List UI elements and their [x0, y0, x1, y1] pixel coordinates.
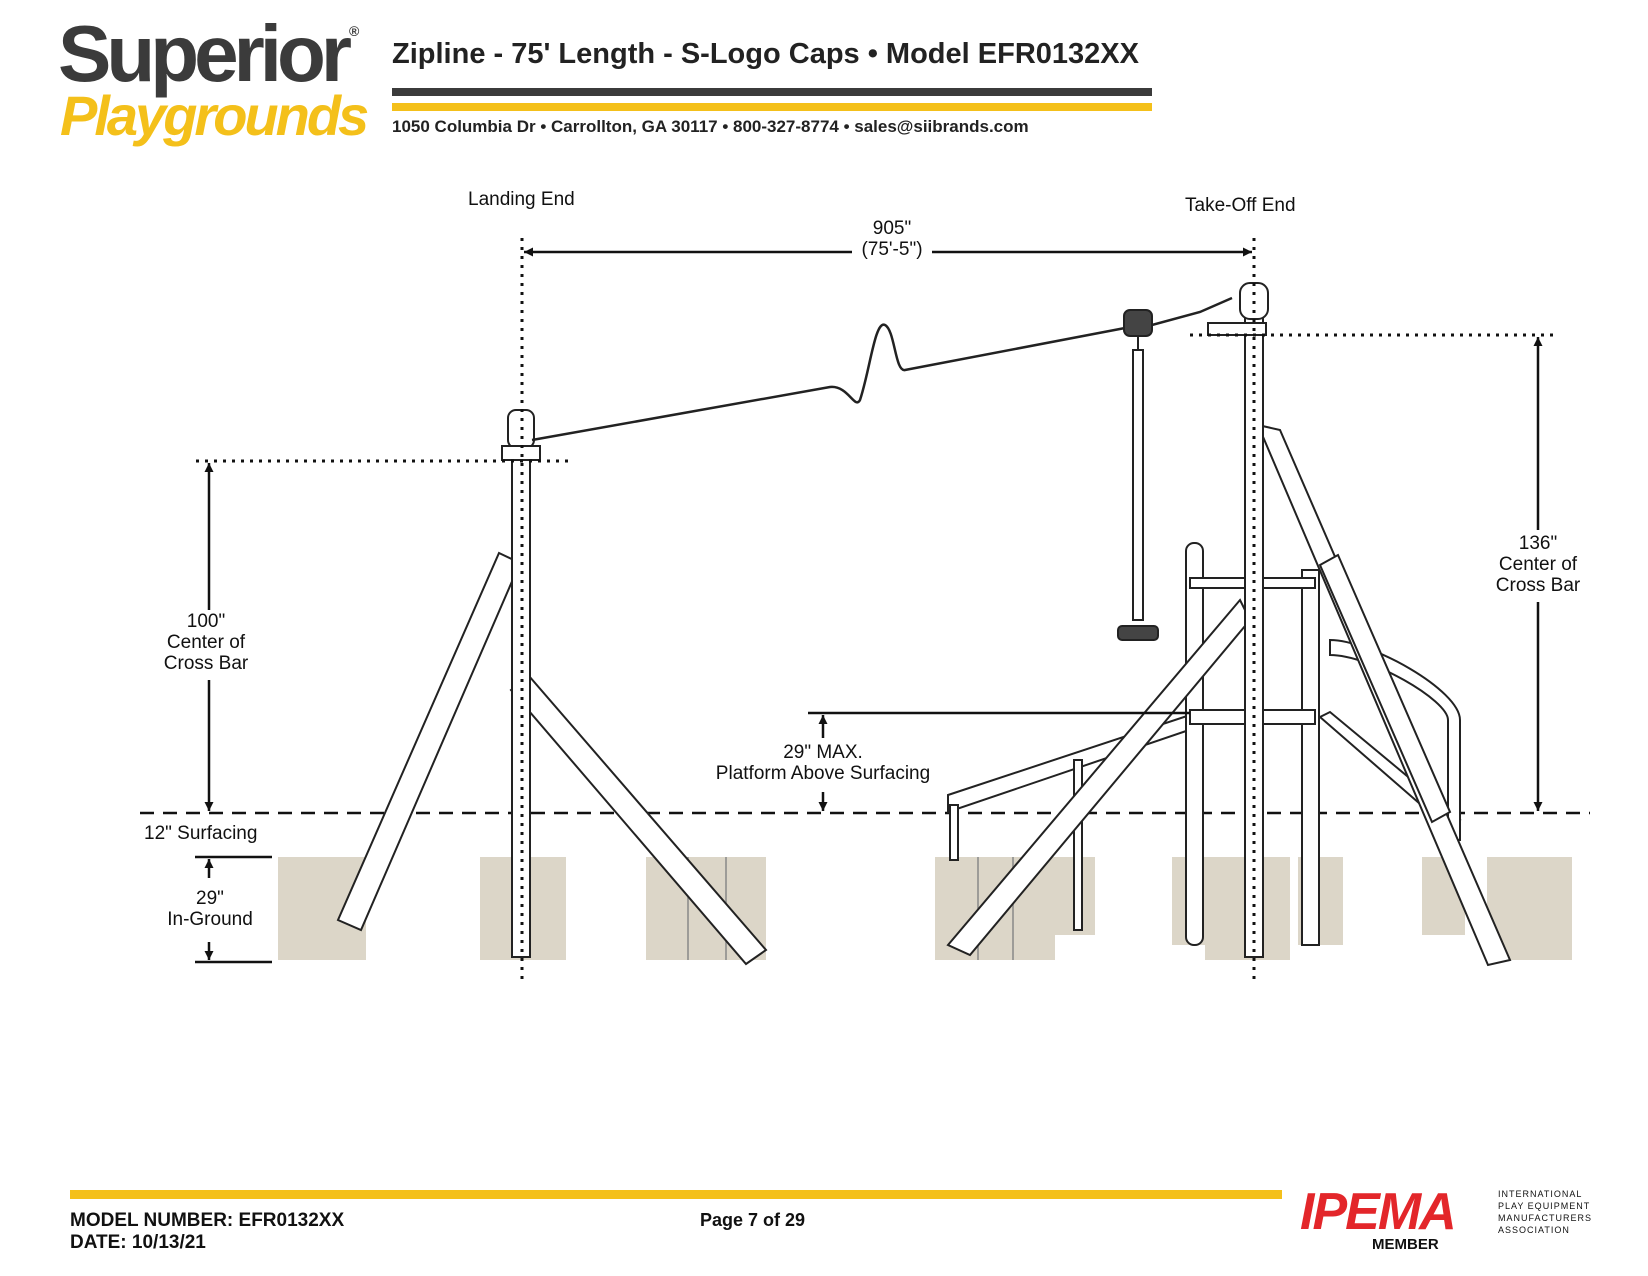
- landing-end-label: Landing End: [468, 189, 575, 210]
- brand-logo-superior: Superior ®: [58, 9, 360, 98]
- ipema-member-text: MEMBER: [1372, 1236, 1439, 1253]
- document-date: DATE: 10/13/21: [70, 1232, 206, 1253]
- page-title: Zipline - 75' Length - S-Logo Caps • Model EFR0132XX: [392, 38, 1139, 70]
- brand-logo-playgrounds: Playgrounds: [60, 84, 367, 147]
- surfacing-label: 12" Surfacing: [144, 823, 258, 844]
- concrete-footings: [278, 857, 1572, 960]
- company-address: 1050 Columbia Dr • Carrollton, GA 30117 • 800-327-8774 • sales@siibrands.com: [392, 117, 1029, 136]
- page-number: Page 7 of 29: [700, 1210, 806, 1230]
- span-feet: (75'-5"): [861, 239, 923, 260]
- takeoff-end-label: Take-Off End: [1185, 195, 1296, 216]
- footer-rule: [70, 1190, 1282, 1199]
- trolley-seat: [1118, 310, 1158, 640]
- platform-height-label: 29" MAX. Platform Above Surfacing: [700, 742, 946, 784]
- inground-label: 29" In-Ground: [160, 888, 260, 930]
- landing-height-label: 100" Center of Cross Bar: [146, 611, 266, 674]
- span-dimension-label: [852, 218, 932, 260]
- ipema-member-logo: [1300, 1183, 1600, 1256]
- span-inches: 905": [872, 218, 912, 239]
- takeoff-height-label: 136" Center of Cross Bar: [1478, 533, 1598, 596]
- ipema-full-name: INTERNATIONAL PLAY EQUIPMENT MANUFACTURERS ASSOCIATION: [1498, 1189, 1593, 1235]
- model-number: MODEL NUMBER: EFR0132XX: [70, 1210, 345, 1231]
- ipema-wordmark: IPEMA: [1300, 1183, 1455, 1241]
